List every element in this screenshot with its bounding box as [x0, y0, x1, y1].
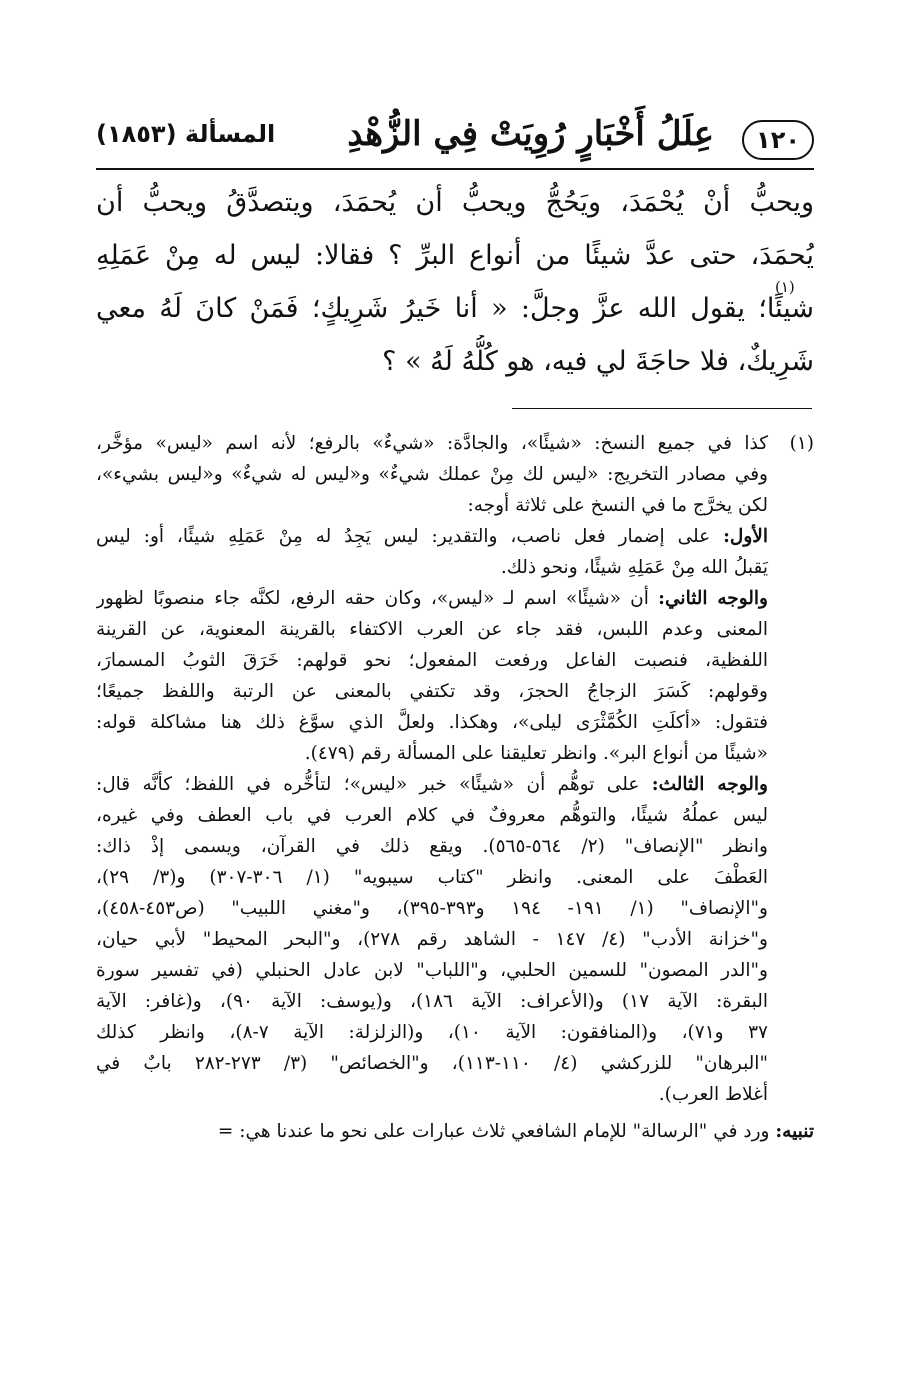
footnote-line: و"الدر المصون" للسمين الحلبي، و"اللباب" لابن عادل الحنبلي (في تفسير سورة: [96, 960, 768, 981]
footnote-line: والوجه الثاني: أن «شيئًا» اسم لـ «ليس»، وكان حقه الرفع، لكنَّه جاء منصوبًا لظهور: [96, 588, 768, 609]
footnote-marker: (١): [775, 278, 795, 296]
footnote-line: أغلاط العرب).: [658, 1084, 768, 1105]
footnote-line: يَقبلُ الله مِنْ عَمَلِهِ شيئًا، ونحو ذلك.: [500, 557, 768, 578]
footnote-line: وقولهم: كَسَرَ الزجاجُ الحجرَ، وقد تكتفي بالمعنى عن الرتبة واللفظ جميعًا؛: [96, 681, 768, 702]
main-line: ويحبُّ أنْ يُحْمَدَ، ويَحُجُّ ويحبُّ أن يُحمَدَ، ويتصدَّقُ ويحبُّ أن: [96, 187, 814, 218]
label-note: تنبيه:: [775, 1121, 814, 1142]
footnote-line: "البرهان" للزركشي (٤/ ١١٠-١١٣)، و"الخصائص" (٣/ ٢٧٣-٢٨٢ بابٌ في: [96, 1053, 768, 1074]
main-line-text: شيئًا؛ يقول الله عزَّ وجلَّ: « أنا خَيرُ شَرِيكٍ؛ فَمَنْ كانَ لَهُ معي: [96, 293, 814, 324]
footnote-line: والوجه الثالث: على توهُّم أن «شيئًا» خبر «ليس»؛ لتأخُّره في اللفظ؛ كأنَّه قال:: [96, 774, 768, 795]
book-title: عِلَلُ أَخْبَارٍ رُوِيَتْ فِي الزُّهْدِ: [347, 114, 714, 154]
page-header: [96, 112, 814, 164]
label-third: والوجه الثالث:: [651, 774, 768, 795]
footnote-line: لكن يخرَّج ما في النسخ على ثلاثة أوجه:: [467, 495, 768, 516]
page-number: ١٢٠: [742, 120, 814, 160]
main-line: [96, 282, 814, 335]
footnote-line: الأول: على إضمار فعل ناصب، والتقدير: ليس يَجِدُ له مِنْ عَمَلِهِ شيئًا، أو: ليس: [96, 526, 768, 547]
footnote-line: «شيئًا من أنواع البر». وانظر تعليقنا على المسألة رقم (٤٧٩).: [304, 743, 768, 764]
footnote-line: اللفظية، فنصبت الفاعل ورفعت المفعول؛ نحو قولهم: خَرَقَ الثوبُ المسمارَ،: [96, 650, 768, 671]
footnote-divider: [512, 408, 812, 409]
footnote-line: (١)كذا في جميع النسخ: «شيئًا»، والجادَّة: «شيءٌ» بالرفع؛ لأنه اسم «ليس» مؤخَّر،: [96, 428, 814, 459]
main-text: [96, 176, 814, 388]
main-line: يُحمَدَ، حتى عدَّ شيئًا من أنواع البرِّ ؟ فقالا: ليس له مِنْ عَمَلِهِ: [96, 240, 814, 271]
footnote-number: (١): [789, 433, 814, 454]
footnote-line: العَطْفَ على المعنى. وانظر "كتاب سيبويه" (١/ ٣٠٦-٣٠٧) و(٣/ ٢٩)،: [96, 867, 768, 888]
footnote-line: فتقول: «أكلَتِ الكُمَّثْرَى ليلى»، وهكذا. ولعلَّ الذي سوَّغ ذلك هنا مشاكلة قوله:: [96, 712, 768, 733]
footnotes: [96, 428, 814, 1147]
footnote-line: البقرة: الآية ١٧) و(الأعراف: الآية ١٨٦)، و(يوسف: الآية ٩٠)، و(غافر: الآية: [96, 991, 768, 1012]
footnote-line: المعنى وعدم اللبس، فقد جاء عن العرب الاكتفاء بالقرينة المعنوية، عن القرينة: [96, 619, 768, 640]
footnote-line: و"الإنصاف" (١/ ١٩١- ١٩٤ و٣٩٣-٣٩٥)، و"مغني اللبيب" (ص٤٥٣-٤٥٨)،: [96, 898, 768, 919]
header-divider: [96, 168, 814, 170]
footnote-line: و"خزانة الأدب" (٤/ ١٤٧ - الشاهد رقم ٢٧٨)، و"البحر المحيط" لأبي حيان،: [96, 929, 768, 950]
footnote-line: ليس عملُهُ شيئًا، والتوهُّم معروفٌ في كلام العرب في باب العطف وفي غيره،: [96, 805, 768, 826]
footnote-line: وفي مصادر التخريج: «ليس لك مِنْ عملك شيءٌ» و«ليس له شيءٌ» و«ليس بشيء»،: [96, 464, 768, 485]
footnote-line: وانظر "الإنصاف" (٢/ ٥٦٤-٥٦٥). ويقع ذلك في القرآن، ويسمى إذْ ذاك:: [96, 836, 768, 857]
footnote-line: ٣٧ و٧١)، و(المنافقون: الآية ١٠)، و(الزلزلة: الآية ٧-٨)، وانظر كذلك: [96, 1022, 768, 1043]
label-second: والوجه الثاني:: [658, 588, 768, 609]
main-line: شَرِيكٌ، فلا حاجَةَ لي فيه، هو كُلُّهُ لَهُ » ؟: [382, 346, 814, 377]
footnote-line: تنبيه: ورد في "الرسالة" للإمام الشافعي ثلاث عبارات على نحو ما عندنا هي: =: [217, 1121, 814, 1142]
issue-reference: المسألة (١٨٥٣): [96, 120, 276, 148]
label-first: الأول:: [723, 526, 768, 547]
